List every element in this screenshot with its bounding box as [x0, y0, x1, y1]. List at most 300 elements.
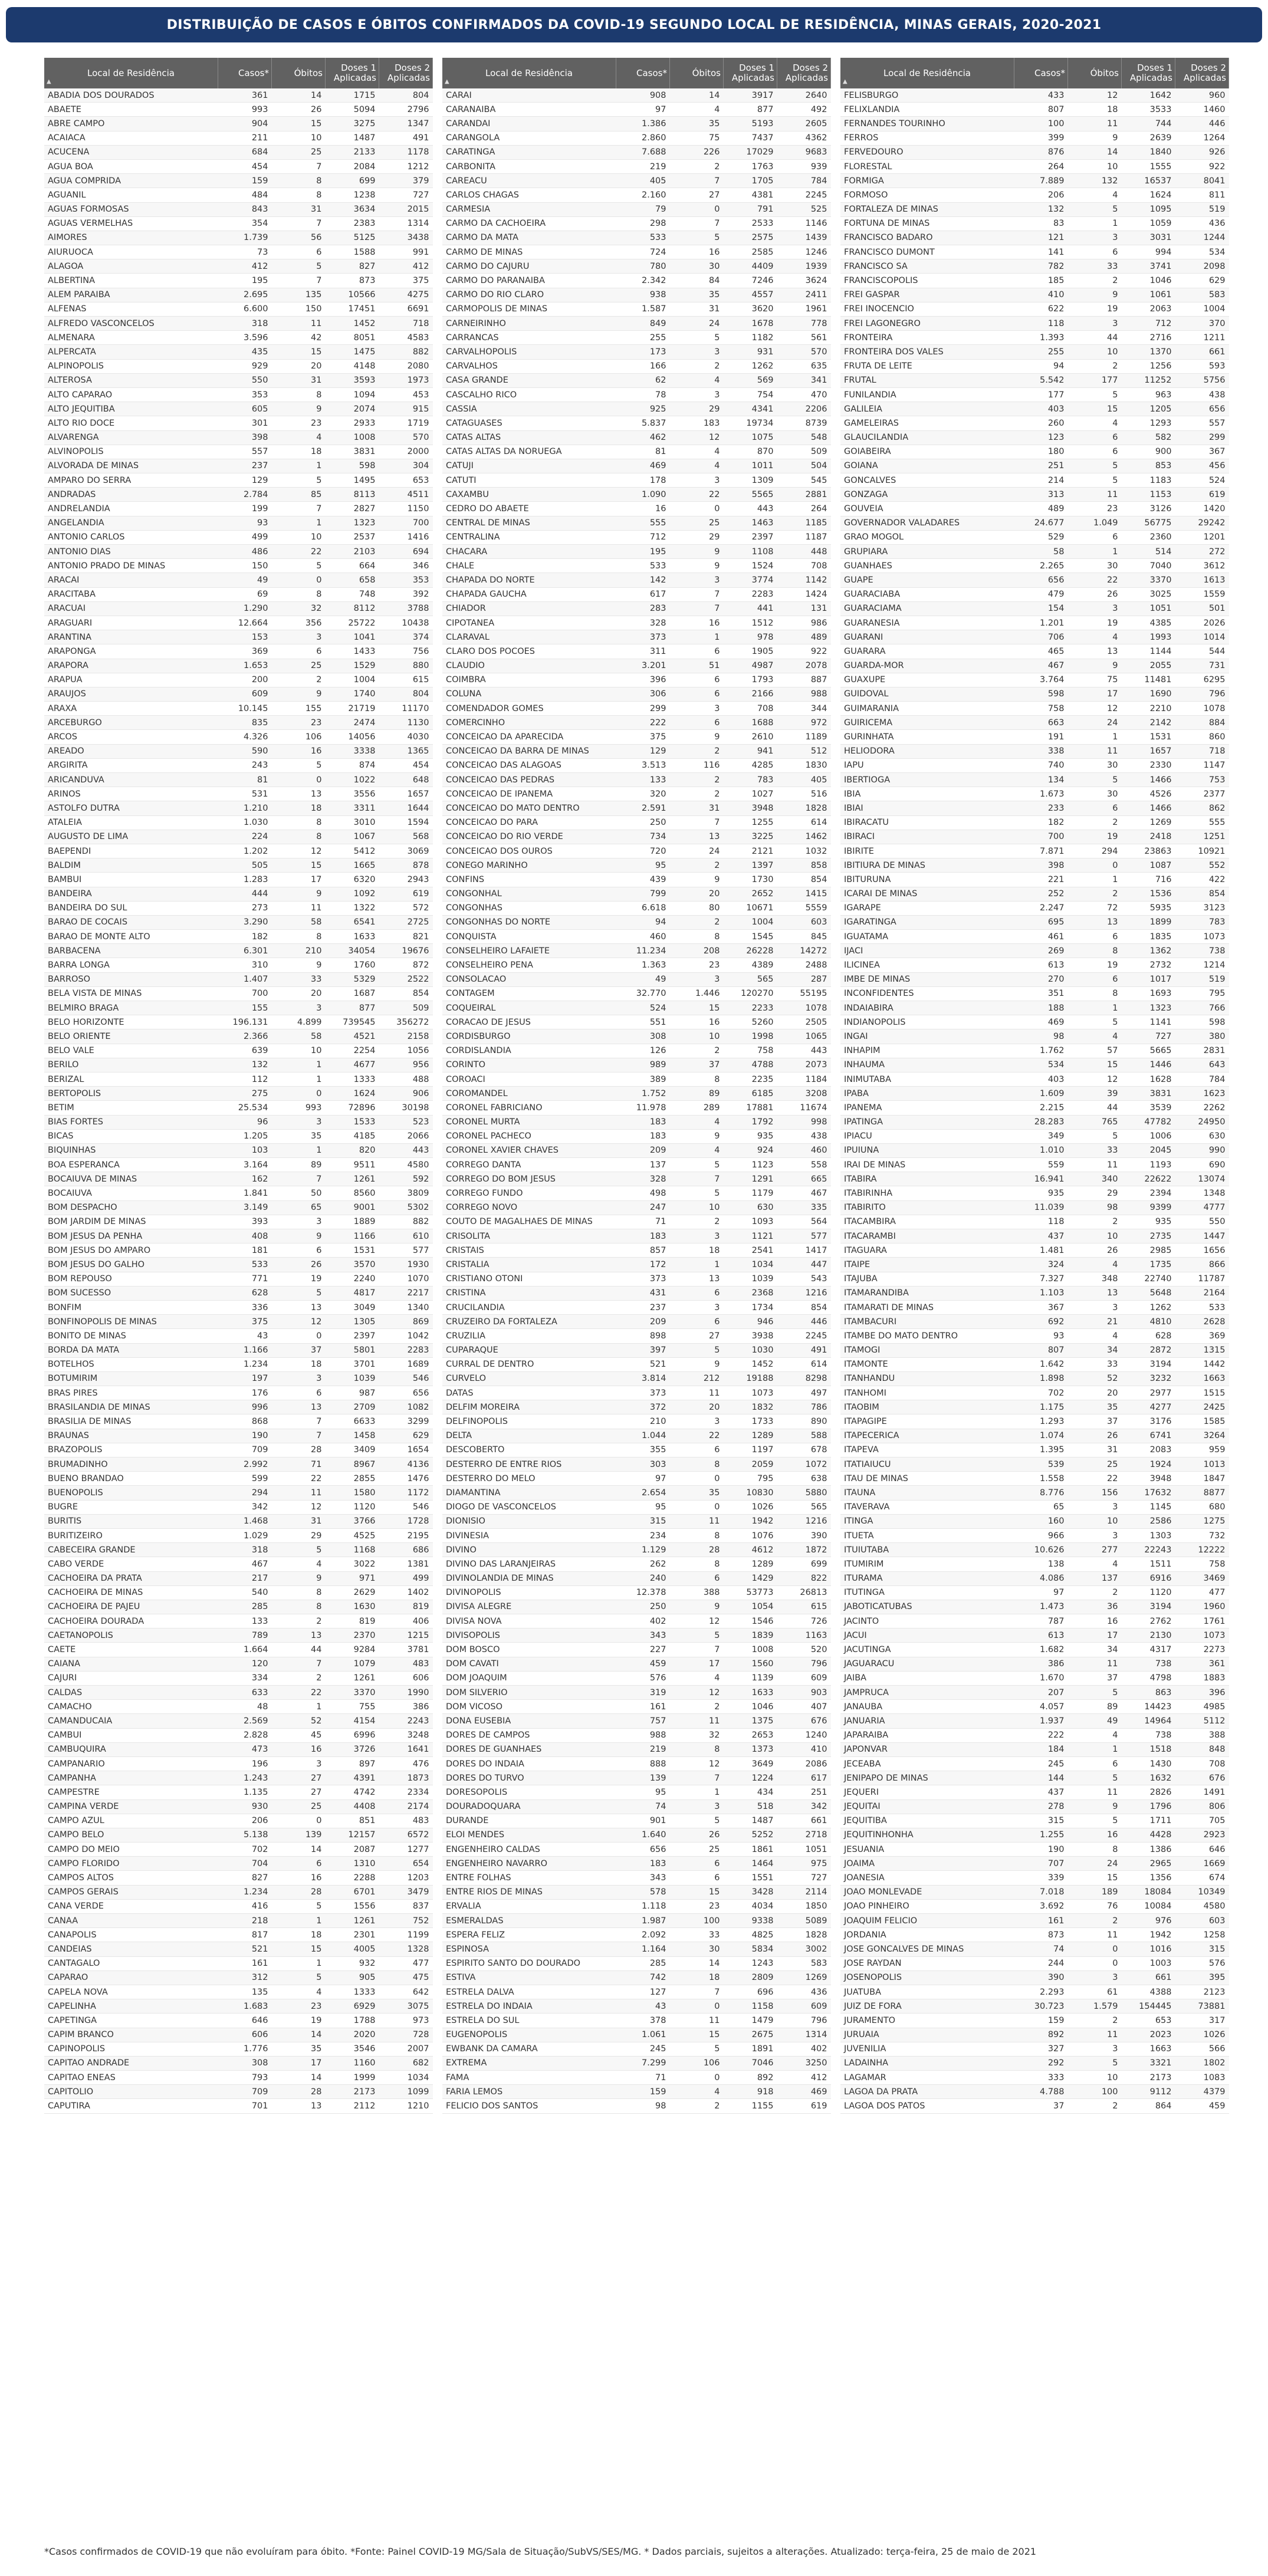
header-casos[interactable]	[1014, 58, 1068, 88]
table-row	[442, 1215, 831, 1229]
cell-casos: 11.039	[1014, 1200, 1068, 1215]
table-row	[442, 145, 831, 159]
cell-doses1: 5329	[326, 972, 379, 986]
cell-local: AGUAS VERMELHAS	[44, 216, 218, 231]
table-row	[442, 488, 831, 502]
cell-obitos: 12	[670, 1756, 724, 1771]
table-row	[44, 1443, 433, 1457]
table-row	[442, 1272, 831, 1286]
header-local[interactable]	[44, 58, 218, 88]
cell-local: ALVORADA DE MINAS	[44, 459, 218, 473]
cell-casos: 120	[218, 1657, 272, 1671]
cell-local: DOM JOAQUIM	[442, 1671, 616, 1685]
table-row	[442, 915, 831, 929]
cell-doses2: 443	[777, 1044, 831, 1058]
cell-obitos: 35	[272, 2042, 326, 2056]
cell-doses1: 932	[326, 1956, 379, 1970]
cell-doses2: 8041	[1175, 174, 1229, 188]
cell-doses1: 1087	[1122, 858, 1175, 873]
cell-doses2: 854	[777, 1300, 831, 1314]
cell-doses2: 1013	[1175, 1458, 1229, 1472]
cell-doses1: 2629	[326, 1585, 379, 1600]
table-row	[442, 716, 831, 730]
cell-casos: 386	[1014, 1657, 1068, 1671]
table-row	[44, 88, 433, 103]
cell-obitos: 11	[1068, 1158, 1122, 1172]
cell-doses1: 4391	[326, 1771, 379, 1785]
cell-obitos: 14	[670, 1956, 724, 1970]
cell-doses1: 1094	[326, 387, 379, 402]
cell-doses2: 2007	[379, 2042, 433, 2056]
table-row	[442, 958, 831, 972]
cell-local: JUATUBA	[840, 1985, 1014, 1999]
cell-obitos: 7	[272, 1429, 326, 1443]
cell-obitos: 2	[1068, 1215, 1122, 1229]
cell-obitos: 13	[272, 2099, 326, 2113]
cell-obitos: 25	[272, 1799, 326, 1814]
cell-local: ESTRELA DO INDAIA	[442, 1999, 616, 2014]
cell-doses2: 1939	[777, 259, 831, 274]
header-casos[interactable]	[616, 58, 670, 88]
header-local[interactable]	[840, 58, 1014, 88]
cell-casos: 197	[218, 1371, 272, 1386]
table-row	[442, 830, 831, 844]
cell-obitos: 18	[670, 1970, 724, 1985]
table-row	[44, 1072, 433, 1086]
cell-casos: 966	[1014, 1528, 1068, 1542]
cell-local: JEQUERI	[840, 1785, 1014, 1799]
cell-doses1: 935	[1122, 1215, 1175, 1229]
table-row	[44, 2028, 433, 2042]
header-obitos[interactable]	[272, 58, 326, 88]
cell-doses2: 646	[1175, 1843, 1229, 1857]
cell-obitos: 11	[272, 1486, 326, 1500]
header-doses1[interactable]	[724, 58, 777, 88]
cell-doses2: 523	[379, 1115, 433, 1129]
cell-casos: 1.129	[616, 1543, 670, 1557]
cell-obitos: 5	[670, 1158, 724, 1172]
cell-casos: 489	[1014, 502, 1068, 516]
cell-obitos: 3	[1068, 231, 1122, 245]
cell-obitos: 7	[670, 216, 724, 231]
cell-casos: 628	[218, 1286, 272, 1300]
cell-casos: 334	[218, 1671, 272, 1685]
cell-doses2: 1026	[1175, 2028, 1229, 2042]
cell-casos: 137	[616, 1158, 670, 1172]
cell-doses2: 264	[777, 502, 831, 516]
cell-obitos: 37	[1068, 1414, 1122, 1429]
header-doses2[interactable]	[1175, 58, 1229, 88]
cell-local: BELO VALE	[44, 1044, 218, 1058]
cell-casos: 551	[616, 1015, 670, 1029]
cell-doses2: 2098	[1175, 259, 1229, 274]
table-row	[442, 1486, 831, 1500]
cell-doses1: 2023	[1122, 2028, 1175, 2042]
cell-local: BELO HORIZONTE	[44, 1015, 218, 1029]
cell-casos: 843	[218, 202, 272, 216]
cell-casos: 473	[218, 1742, 272, 1756]
table-row	[840, 1343, 1229, 1357]
table-row	[840, 730, 1229, 744]
cell-obitos: 12	[670, 1686, 724, 1700]
cell-doses2: 806	[1175, 1799, 1229, 1814]
cell-casos: 403	[1014, 402, 1068, 416]
table-row	[44, 573, 433, 587]
cell-local: AIURUOCA	[44, 245, 218, 259]
table-row	[840, 302, 1229, 316]
cell-doses2: 1199	[379, 1928, 433, 1942]
cell-doses1: 1160	[326, 2056, 379, 2070]
cell-doses2: 1585	[1175, 1414, 1229, 1429]
cell-obitos: 10	[670, 1029, 724, 1044]
cell-obitos: 8	[1068, 1843, 1122, 1857]
cell-local: GALILEIA	[840, 402, 1014, 416]
cell-obitos: 15	[1068, 402, 1122, 416]
table-row	[840, 231, 1229, 245]
cell-doses2: 1314	[777, 2028, 831, 2042]
cell-doses2: 1142	[777, 573, 831, 587]
table-row	[442, 644, 831, 659]
cell-doses2: 379	[379, 174, 433, 188]
table-row	[442, 1458, 831, 1472]
cell-casos: 378	[616, 2014, 670, 2028]
cell-obitos: 2	[670, 787, 724, 801]
cell-local: FRANCISCOPOLIS	[840, 274, 1014, 288]
table-row	[442, 1258, 831, 1272]
cell-local: CACHOEIRA DE MINAS	[44, 1585, 218, 1600]
table-row	[840, 1258, 1229, 1272]
cell-doses2: 492	[777, 103, 831, 117]
cell-obitos: 27	[670, 1329, 724, 1343]
cell-doses1: 569	[724, 373, 777, 387]
cell-local: BARRA LONGA	[44, 958, 218, 972]
cell-obitos: 1	[1068, 873, 1122, 887]
cell-doses2: 960	[1175, 88, 1229, 103]
cell-local: BOA ESPERANCA	[44, 1158, 218, 1172]
cell-casos: 342	[218, 1500, 272, 1514]
table-row	[442, 1600, 831, 1614]
cell-local: ACAIACA	[44, 131, 218, 145]
cell-doses1: 2240	[326, 1272, 379, 1286]
table-row	[442, 1058, 831, 1072]
cell-doses1: 971	[326, 1571, 379, 1585]
cell-doses2: 629	[379, 1429, 433, 1443]
sort-asc-icon[interactable]: ▲	[47, 78, 51, 85]
cell-casos: 97	[616, 103, 670, 117]
table-row	[442, 103, 831, 117]
cell-doses2: 272	[1175, 545, 1229, 559]
cell-local: BRAS PIRES	[44, 1386, 218, 1400]
table-row	[442, 1956, 831, 1970]
cell-doses1: 2059	[724, 1458, 777, 1472]
cell-obitos: 8	[1068, 986, 1122, 1001]
cell-doses2: 577	[379, 1243, 433, 1258]
cell-doses2: 1663	[1175, 1371, 1229, 1386]
cell-doses2: 4379	[1175, 2085, 1229, 2099]
table-row	[442, 1186, 831, 1200]
cell-doses1: 1796	[1122, 1799, 1175, 1814]
table-row	[840, 744, 1229, 758]
cell-casos: 789	[218, 1628, 272, 1643]
cell-casos: 97	[1014, 1585, 1068, 1600]
cell-casos: 2.591	[616, 801, 670, 815]
table-row	[44, 1585, 433, 1600]
cell-casos: 398	[1014, 858, 1068, 873]
table-row	[44, 159, 433, 173]
cell-local: ALVINOPOLIS	[44, 445, 218, 459]
cell-obitos: 2	[272, 673, 326, 687]
table-row	[44, 416, 433, 430]
cell-local: CACHOEIRA DA PRATA	[44, 1571, 218, 1585]
table-row	[44, 1628, 433, 1643]
sort-asc-icon[interactable]: ▲	[843, 78, 847, 85]
cell-obitos: 8	[272, 587, 326, 601]
cell-doses2: 593	[1175, 359, 1229, 373]
cell-obitos: 5	[272, 259, 326, 274]
cell-doses2: 1070	[379, 1272, 433, 1286]
table-row	[44, 1814, 433, 1828]
cell-doses1: 23863	[1122, 844, 1175, 858]
cell-casos: 162	[218, 1172, 272, 1186]
cell-local: BRASILIA DE MINAS	[44, 1414, 218, 1429]
table-row	[44, 801, 433, 815]
table-row	[44, 1700, 433, 1714]
header-label: Doses 1 Aplicadas	[731, 62, 774, 83]
table-row	[442, 1343, 831, 1357]
cell-doses2: 1961	[777, 302, 831, 316]
header-label: Local de Residência	[87, 67, 175, 78]
cell-obitos: 30	[1068, 559, 1122, 573]
table-row	[840, 1514, 1229, 1528]
cell-casos: 159	[616, 2085, 670, 2099]
cell-local: JUVENILIA	[840, 2042, 1014, 2056]
cell-obitos: 6	[1068, 972, 1122, 986]
table-row	[44, 345, 433, 359]
cell-local: FORMIGA	[840, 174, 1014, 188]
cell-local: ANTONIO CARLOS	[44, 530, 218, 544]
cell-local: GLAUCILANDIA	[840, 430, 1014, 445]
header-doses1[interactable]	[1122, 58, 1175, 88]
table-row	[442, 1728, 831, 1742]
cell-local: ALTEROSA	[44, 373, 218, 387]
cell-doses1: 1182	[724, 331, 777, 345]
municipality-table	[44, 58, 433, 2114]
cell-doses1: 434	[724, 1785, 777, 1799]
cell-doses2: 1073	[1175, 930, 1229, 944]
header-obitos[interactable]	[1068, 58, 1122, 88]
table-row	[44, 887, 433, 901]
table-row	[840, 1643, 1229, 1657]
cell-casos: 49	[616, 972, 670, 986]
cell-doses2: 525	[777, 202, 831, 216]
table-row	[442, 502, 831, 516]
table-row	[442, 473, 831, 488]
cell-casos: 313	[1014, 488, 1068, 502]
table-row	[44, 2042, 433, 2056]
table-row	[44, 1714, 433, 1728]
cell-local: IPANEMA	[840, 1101, 1014, 1115]
cell-local: CARMO DE MINAS	[442, 245, 616, 259]
cell-obitos: 106	[670, 2056, 724, 2070]
cell-local: IPIACU	[840, 1129, 1014, 1143]
cell-casos: 416	[218, 1899, 272, 1913]
cell-doses1: 1678	[724, 317, 777, 331]
cell-doses2: 572	[379, 901, 433, 915]
cell-obitos: 8	[272, 930, 326, 944]
header-doses1[interactable]	[326, 58, 379, 88]
table-row	[44, 758, 433, 772]
cell-doses1: 2474	[326, 716, 379, 730]
cell-doses1: 1999	[326, 2071, 379, 2085]
cell-casos: 988	[616, 1728, 670, 1742]
cell-doses1: 1293	[1122, 416, 1175, 430]
cell-doses1: 3370	[326, 1686, 379, 1700]
cell-local: CAETANOPOLIS	[44, 1628, 218, 1643]
cell-doses1: 1121	[724, 1229, 777, 1243]
cell-doses2: 1515	[1175, 1386, 1229, 1400]
header-label: Local de Residência	[883, 67, 971, 78]
cell-doses1: 9511	[326, 1158, 379, 1172]
cell-doses2: 656	[1175, 402, 1229, 416]
cell-obitos: 4	[1068, 1728, 1122, 1742]
cell-doses2: 1447	[1175, 1229, 1229, 1243]
header-doses2[interactable]	[379, 58, 433, 88]
cell-casos: 701	[218, 2099, 272, 2113]
cell-doses2: 653	[379, 473, 433, 488]
table-column-3	[840, 58, 1224, 2537]
cell-doses2: 796	[777, 1657, 831, 1671]
header-obitos[interactable]	[670, 58, 724, 88]
cell-doses2: 1830	[777, 758, 831, 772]
cell-obitos: 8	[670, 1528, 724, 1542]
cell-obitos: 2	[1068, 815, 1122, 830]
cell-doses1: 628	[1122, 1329, 1175, 1343]
cell-doses2: 438	[1175, 387, 1229, 402]
cell-casos: 412	[218, 259, 272, 274]
table-row	[44, 2085, 433, 2099]
cell-doses2: 699	[777, 1557, 831, 1571]
table-row	[44, 502, 433, 516]
cell-doses1: 4005	[326, 1942, 379, 1956]
cell-casos: 11.978	[616, 1101, 670, 1115]
cell-obitos: 0	[670, 202, 724, 216]
cell-casos: 200	[218, 673, 272, 687]
cell-doses1: 1840	[1122, 145, 1175, 159]
cell-casos: 576	[616, 1671, 670, 1685]
cell-local: ITACAMBIRA	[840, 1215, 1014, 1229]
cell-obitos: 44	[1068, 331, 1122, 345]
cell-doses1: 3194	[1122, 1357, 1175, 1371]
cell-casos: 598	[1014, 687, 1068, 701]
cell-casos: 206	[1014, 188, 1068, 202]
cell-doses2: 1214	[1175, 958, 1229, 972]
cell-doses2: 460	[777, 1143, 831, 1157]
cell-local: ARAPORA	[44, 659, 218, 673]
cell-doses2: 11674	[777, 1101, 831, 1115]
cell-doses1: 2652	[724, 887, 777, 901]
cell-casos: 7.889	[1014, 174, 1068, 188]
cell-doses2: 1728	[379, 1514, 433, 1528]
cell-local: CONGONHAS DO NORTE	[442, 915, 616, 929]
table-row	[442, 516, 831, 530]
cell-casos: 1.166	[218, 1343, 272, 1357]
cell-obitos: 1	[272, 1058, 326, 1072]
cell-doses1: 2826	[1122, 1785, 1175, 1799]
sort-asc-icon[interactable]: ▲	[445, 78, 449, 85]
table-row	[442, 1528, 831, 1542]
cell-obitos: 5	[1068, 387, 1122, 402]
cell-doses1: 1551	[724, 1871, 777, 1885]
cell-doses1: 1630	[326, 1600, 379, 1614]
municipality-table	[840, 58, 1229, 2114]
cell-obitos: 75	[670, 131, 724, 145]
cell-casos: 320	[616, 787, 670, 801]
table-row	[840, 288, 1229, 302]
cell-casos: 139	[616, 1771, 670, 1785]
cell-doses1: 120270	[724, 986, 777, 1001]
cell-local: DORES DO TURVO	[442, 1771, 616, 1785]
cell-casos: 989	[616, 1058, 670, 1072]
table-row	[840, 616, 1229, 630]
header-local[interactable]	[442, 58, 616, 88]
cell-casos: 849	[616, 317, 670, 331]
cell-local: IBITURUNA	[840, 873, 1014, 887]
cell-doses1: 6701	[326, 1885, 379, 1899]
cell-doses2: 753	[1175, 773, 1229, 787]
cell-doses2: 1415	[777, 887, 831, 901]
cell-doses2: 1072	[777, 1458, 831, 1472]
cell-local: CARMOPOLIS DE MINAS	[442, 302, 616, 316]
cell-doses2: 676	[1175, 1771, 1229, 1785]
cell-doses2: 568	[379, 830, 433, 844]
cell-obitos: 208	[670, 944, 724, 958]
cell-casos: 403	[1014, 1072, 1068, 1086]
cell-doses2: 5559	[777, 901, 831, 915]
cell-casos: 135	[218, 1985, 272, 1999]
cell-doses1: 4557	[724, 288, 777, 302]
cell-local: FORMOSO	[840, 188, 1014, 202]
cell-doses2: 738	[1175, 944, 1229, 958]
cell-casos: 1.898	[1014, 1371, 1068, 1386]
table-row	[442, 1044, 831, 1058]
cell-doses2: 491	[777, 1343, 831, 1357]
table-row	[44, 1942, 433, 1956]
cell-local: CIPOTANEA	[442, 616, 616, 630]
cell-doses1: 699	[326, 174, 379, 188]
cell-doses1: 2087	[326, 1843, 379, 1857]
header-casos[interactable]	[218, 58, 272, 88]
cell-doses2: 2262	[1175, 1101, 1229, 1115]
cell-local: DOM SILVERIO	[442, 1686, 616, 1700]
cell-doses1: 2585	[724, 245, 777, 259]
cell-obitos: 11	[1068, 1785, 1122, 1799]
cell-doses1: 11252	[1122, 373, 1175, 387]
cell-casos: 351	[1014, 986, 1068, 1001]
cell-local: DESTERRO DO MELO	[442, 1472, 616, 1486]
cell-casos: 250	[616, 815, 670, 830]
cell-obitos: 20	[670, 887, 724, 901]
cell-local: ITAPEVA	[840, 1443, 1014, 1457]
cell-doses1: 4317	[1122, 1643, 1175, 1657]
table-row	[44, 1514, 433, 1528]
table-row	[442, 1443, 831, 1457]
cell-doses1: 18084	[1122, 1885, 1175, 1899]
header-doses2[interactable]	[777, 58, 831, 88]
cell-obitos: 13	[272, 1628, 326, 1643]
cell-obitos: 25	[670, 1843, 724, 1857]
cell-obitos: 6	[670, 1315, 724, 1329]
cell-doses1: 4798	[1122, 1671, 1175, 1685]
